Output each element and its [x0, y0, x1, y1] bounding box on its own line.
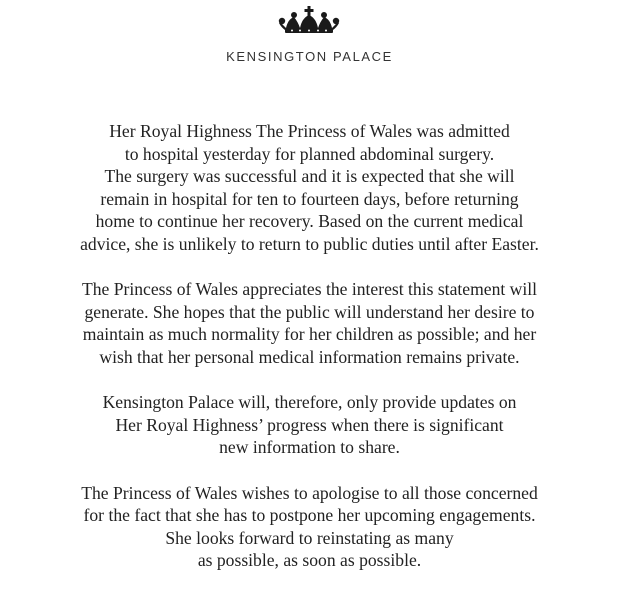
statement-line: Her Royal Highness’ progress when there is significant: [115, 414, 504, 435]
statement-line: Kensington Palace will, therefore, only provide updates on: [102, 392, 517, 413]
statement-line: advice, she is unlikely to return to public duties until after Easter.: [80, 233, 539, 254]
statement-body: [0, 120, 619, 594]
statement-line: She looks forward to reinstating as many: [165, 527, 454, 548]
statement-line: to hospital yesterday for planned abdominal surgery.: [124, 143, 495, 164]
statement-paragraph: [0, 278, 619, 368]
statement-line: new information to share.: [219, 437, 400, 458]
statement-line: generate. She hopes that the public will understand her desire to: [84, 301, 535, 322]
statement-line: for the fact that she has to postpone her upcoming engagements.: [83, 505, 536, 526]
statement-paragraph: [0, 391, 619, 459]
statement-line: remain in hospital for ten to fourteen days, before returning: [100, 188, 519, 209]
statement-line: The Princess of Wales appreciates the interest this statement will: [81, 279, 538, 300]
statement-paragraph: [0, 120, 619, 256]
statement-paragraph: [0, 482, 619, 572]
statement-line: wish that her personal medical information remains private.: [99, 346, 520, 367]
statement-line: as possible, as soon as possible.: [197, 550, 422, 571]
organization-name: KENSINGTON PALACE: [226, 49, 393, 64]
statement-line: maintain as much normality for her children as possible; and her: [82, 324, 537, 345]
statement-line: The Princess of Wales wishes to apologise to all those concerned: [81, 482, 538, 503]
statement-line: home to continue her recovery. Based on the current medical: [95, 211, 524, 232]
statement-line: Her Royal Highness The Princess of Wales was admitted: [109, 121, 510, 141]
statement-line: The surgery was successful and it is expected that she will: [104, 166, 515, 187]
crown-icon: [276, 6, 342, 36]
